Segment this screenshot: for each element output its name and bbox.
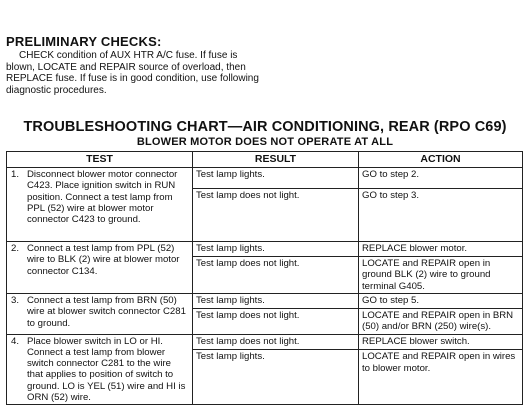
header-action: ACTION bbox=[359, 152, 523, 168]
header-result: RESULT bbox=[193, 152, 359, 168]
result-cell: Test lamp lights. bbox=[193, 350, 359, 405]
action-cell: GO to step 3. bbox=[359, 189, 523, 242]
preliminary-checks-heading: PRELIMINARY CHECKS: bbox=[6, 34, 162, 49]
step-test-text: Place blower switch in LO or HI. Connect a test lamp from blower switch connector C281 to the wire that applies to position of switch to ground. LO is YEL (51) wire and HI is ORN (52) wire. bbox=[27, 335, 186, 404]
chart-title: TROUBLESHOOTING CHART—AIR CONDITIONING, REAR (RPO C69) bbox=[23, 119, 507, 135]
result-cell: Test lamp lights. bbox=[193, 294, 359, 309]
result-cell: Test lamp does not light. bbox=[193, 309, 359, 335]
action-cell: REPLACE blower switch. bbox=[359, 334, 523, 350]
chart-subtitle: BLOWER MOTOR DOES NOT OPERATE AT ALL bbox=[136, 136, 394, 148]
step-1-test-cell bbox=[7, 168, 193, 242]
troubleshooting-table bbox=[6, 151, 523, 405]
step-test-text: Disconnect blower motor connector C423. Place ignition switch in RUN position. Connect a test lamp from PPL (52) wire at blower motor connector C423 to ground. bbox=[27, 169, 178, 226]
table-row bbox=[7, 334, 523, 350]
action-cell: GO to step 2. bbox=[359, 168, 523, 189]
step-2-test-cell bbox=[7, 242, 193, 294]
step-test-text: Connect a test lamp from BRN (50) wire at blower switch connector C281 to ground. bbox=[27, 295, 186, 329]
result-cell: Test lamp lights. bbox=[193, 242, 359, 257]
action-cell: GO to step 5. bbox=[359, 294, 523, 309]
step-number: 3. bbox=[11, 295, 20, 306]
result-cell: Test lamp does not light. bbox=[193, 257, 359, 294]
header-test: TEST bbox=[7, 152, 193, 168]
table-row bbox=[7, 242, 523, 257]
action-cell: LOCATE and REPAIR open in BRN (50) and/or BRN (250) wire(s). bbox=[359, 309, 523, 335]
table-header-row bbox=[7, 152, 523, 168]
action-cell: LOCATE and REPAIR open in wires to blower motor. bbox=[359, 350, 523, 405]
result-cell: Test lamp lights. bbox=[193, 168, 359, 189]
action-cell: LOCATE and REPAIR open in ground BLK (2) wire to ground terminal G405. bbox=[359, 257, 523, 294]
step-test-text: Connect a test lamp from PPL (52) wire to BLK (2) wire at blower motor connector C134. bbox=[27, 243, 180, 277]
step-4-test-cell bbox=[7, 334, 193, 405]
preliminary-checks-text bbox=[6, 50, 268, 96]
result-cell: Test lamp does not light. bbox=[193, 334, 359, 350]
result-cell: Test lamp does not light. bbox=[193, 189, 359, 242]
action-cell: REPLACE blower motor. bbox=[359, 242, 523, 257]
table-row bbox=[7, 294, 523, 309]
preliminary-checks-paragraph: CHECK condition of AUX HTR A/C fuse. If fuse is blown, LOCATE and REPAIR source of overload, then REPLACE fuse. If fuse is in good condition, use following diagnostic procedures. bbox=[6, 50, 259, 96]
step-number: 2. bbox=[11, 243, 20, 254]
step-number: 1. bbox=[11, 169, 20, 180]
step-number: 4. bbox=[11, 335, 20, 347]
step-3-test-cell bbox=[7, 294, 193, 335]
table-row bbox=[7, 168, 523, 189]
